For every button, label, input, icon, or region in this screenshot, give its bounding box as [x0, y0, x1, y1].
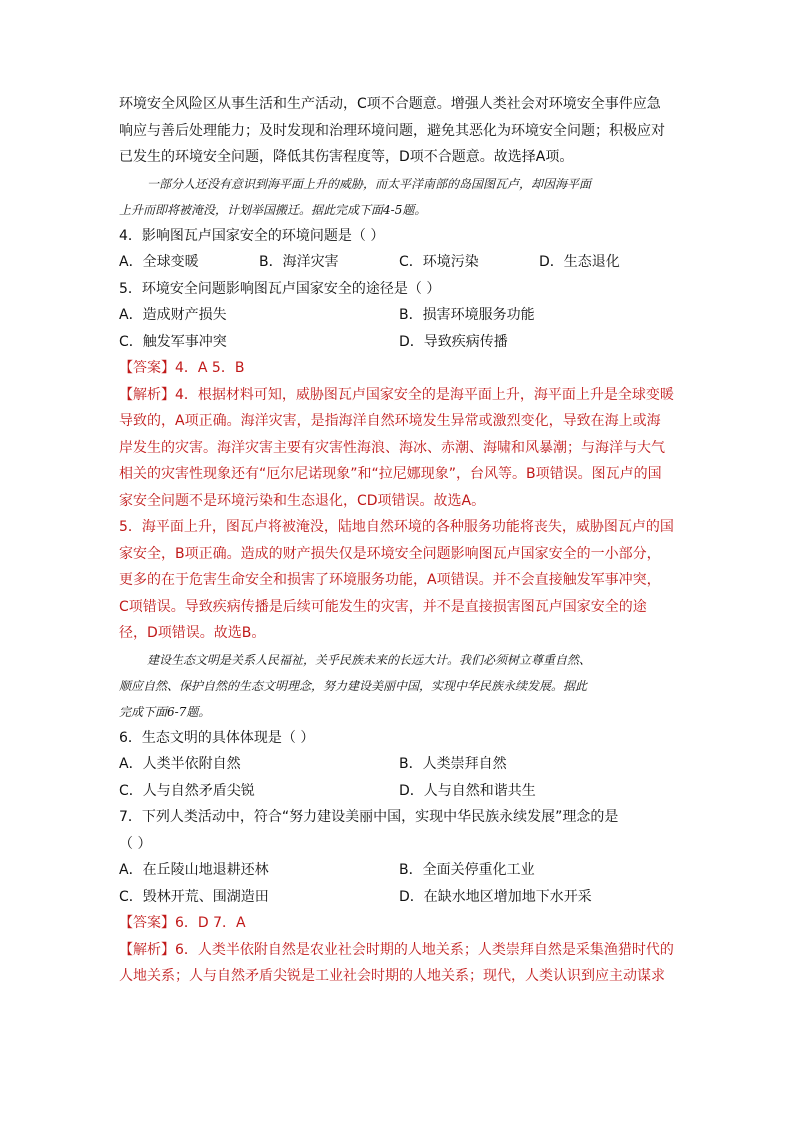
- analysis-line: 径，D项错误。故选B。: [119, 625, 266, 641]
- material-passage-1: [119, 171, 679, 223]
- question-options-row-1: [119, 751, 679, 778]
- material-line: 一部分人还没有意识到海平面上升的威胁，而太平洋南部的岛国图瓦卢，却因海平面: [147, 176, 592, 191]
- analysis-block-1: [119, 382, 679, 647]
- text-line: 响应与善后处理能力；及时发现和治理环境问题，避免其恶化为环境安全问题；积极应对: [119, 122, 665, 139]
- question-stem: 6．生态文明的具体体现是（ ）: [119, 729, 315, 746]
- option-c: C．毁林开荒、围湖造田: [119, 888, 269, 905]
- text-line: 已发生的环境安全问题，降低其伤害程度等，D项不合题意。故选择A项。: [119, 149, 574, 165]
- option-c: C．人与自然矛盾尖锐: [119, 782, 255, 799]
- material-line: 完成下面6-7题。: [119, 704, 211, 719]
- analysis-block-2: [119, 937, 679, 990]
- question-stem-bracket: （ ）: [119, 835, 152, 852]
- option-b: B．海洋灾害: [259, 254, 339, 270]
- question-options-row-2: [119, 884, 679, 911]
- option-c: C．环境污染: [399, 254, 479, 270]
- analysis-line: 相关的灾害性现象还有“厄尔尼诺现象”和“拉尼娜现象”，台风等。B项错误。图瓦卢的国: [119, 466, 662, 482]
- option-d: D．导致疾病传播: [399, 333, 508, 350]
- answer-line: 【答案】4．A 5．B: [119, 360, 245, 376]
- option-a: A．全球变暖: [119, 254, 199, 270]
- option-d: D．人与自然和谐共生: [399, 782, 536, 799]
- question-options-row-1: [119, 302, 679, 329]
- analysis-line: 岸发生的灾害。海洋灾害主要有灾害性海浪、海冰、赤潮、海啸和风暴潮；与海洋与大气: [119, 439, 665, 456]
- analysis-line: 家安全问题不是环境污染和生态退化，CD项错误。故选A。: [119, 492, 486, 509]
- analysis-line: C项错误。导致疾病传播是后续可能发生的灾害，并不是直接损害图瓦卢国家安全的途: [119, 598, 647, 615]
- question-6: [119, 725, 679, 805]
- answer-line: 【答案】6．D 7．A: [119, 915, 246, 931]
- text-line: 环境安全风险区从事生活和生产活动，C项不合题意。增强人类社会对环境安全事件应急: [119, 96, 661, 112]
- option-b: B．全面关停重化工业: [399, 862, 535, 878]
- analysis-line: 家安全，B项正确。造成的财产损失仅是环境安全问题影响图瓦卢国家安全的一小部分，: [119, 545, 661, 562]
- question-options-row-2: [119, 778, 679, 805]
- page-content: [119, 91, 679, 990]
- analysis-line: 【解析】4．根据材料可知，威胁图瓦卢国家安全的是海平面上升，海平面上升是全球变暖: [119, 386, 674, 403]
- analysis-line: 更多的在于危害生命安全和损害了环境服务功能，A项错误。并不会直接触发军事冲突，: [119, 572, 661, 588]
- analysis-line: 导致的，A项正确。海洋灾害，是指海洋自然环境发生异常或激烈变化，导致在海上或海: [119, 413, 661, 429]
- question-7: [119, 804, 679, 910]
- option-d: D．生态退化: [539, 254, 620, 270]
- option-b: B．人类崇拜自然: [399, 756, 507, 772]
- analysis-line: 人地关系；人与自然矛盾尖锐是工业社会时期的人地关系；现代，人类认识到应主动谋求: [119, 968, 665, 984]
- option-c: C．触发军事冲突: [119, 333, 227, 350]
- question-4: [119, 223, 679, 276]
- option-a: A．人类半依附自然: [119, 756, 241, 772]
- intro-paragraph: [119, 91, 679, 171]
- question-options-row-1: [119, 857, 679, 884]
- option-b: B．损害环境服务功能: [399, 307, 535, 323]
- question-stem: 4．影响图瓦卢国家安全的环境问题是（ ）: [119, 227, 385, 244]
- question-stem: 7．下列人类活动中，符合“努力建设美丽中国，实现中华民族永续发展”理念的是: [119, 809, 619, 825]
- material-line: 顺应自然、保护自然的生态文明理念，努力建设美丽中国，实现中华民族永续发展。据此: [119, 678, 588, 693]
- analysis-line: 5．海平面上升，图瓦卢将被淹没，陆地自然环境的各种服务功能将丧失，威胁图瓦卢的国: [119, 519, 674, 535]
- question-5: [119, 276, 679, 356]
- material-passage-2: [119, 647, 679, 725]
- analysis-line: 【解析】6．人类半依附自然是农业社会时期的人地关系；人类崇拜自然是采集渔猎时代的: [119, 941, 674, 958]
- question-options: [119, 249, 679, 276]
- question-stem: 5．环境安全问题影响图瓦卢国家安全的途径是（ ）: [119, 280, 441, 297]
- material-line: 建设生态文明是关系人民福祉，关乎民族未来的长远大计。我们必须树立尊重自然、: [147, 652, 592, 667]
- material-line: 上升而即将被淹没，计划举国搬迁。据此完成下面4-5题。: [119, 202, 427, 217]
- option-d: D．在缺水地区增加地下水开采: [399, 888, 592, 905]
- question-options-row-2: [119, 329, 679, 356]
- option-a: A．造成财产损失: [119, 307, 227, 323]
- option-a: A．在丘陵山地退耕还林: [119, 862, 269, 878]
